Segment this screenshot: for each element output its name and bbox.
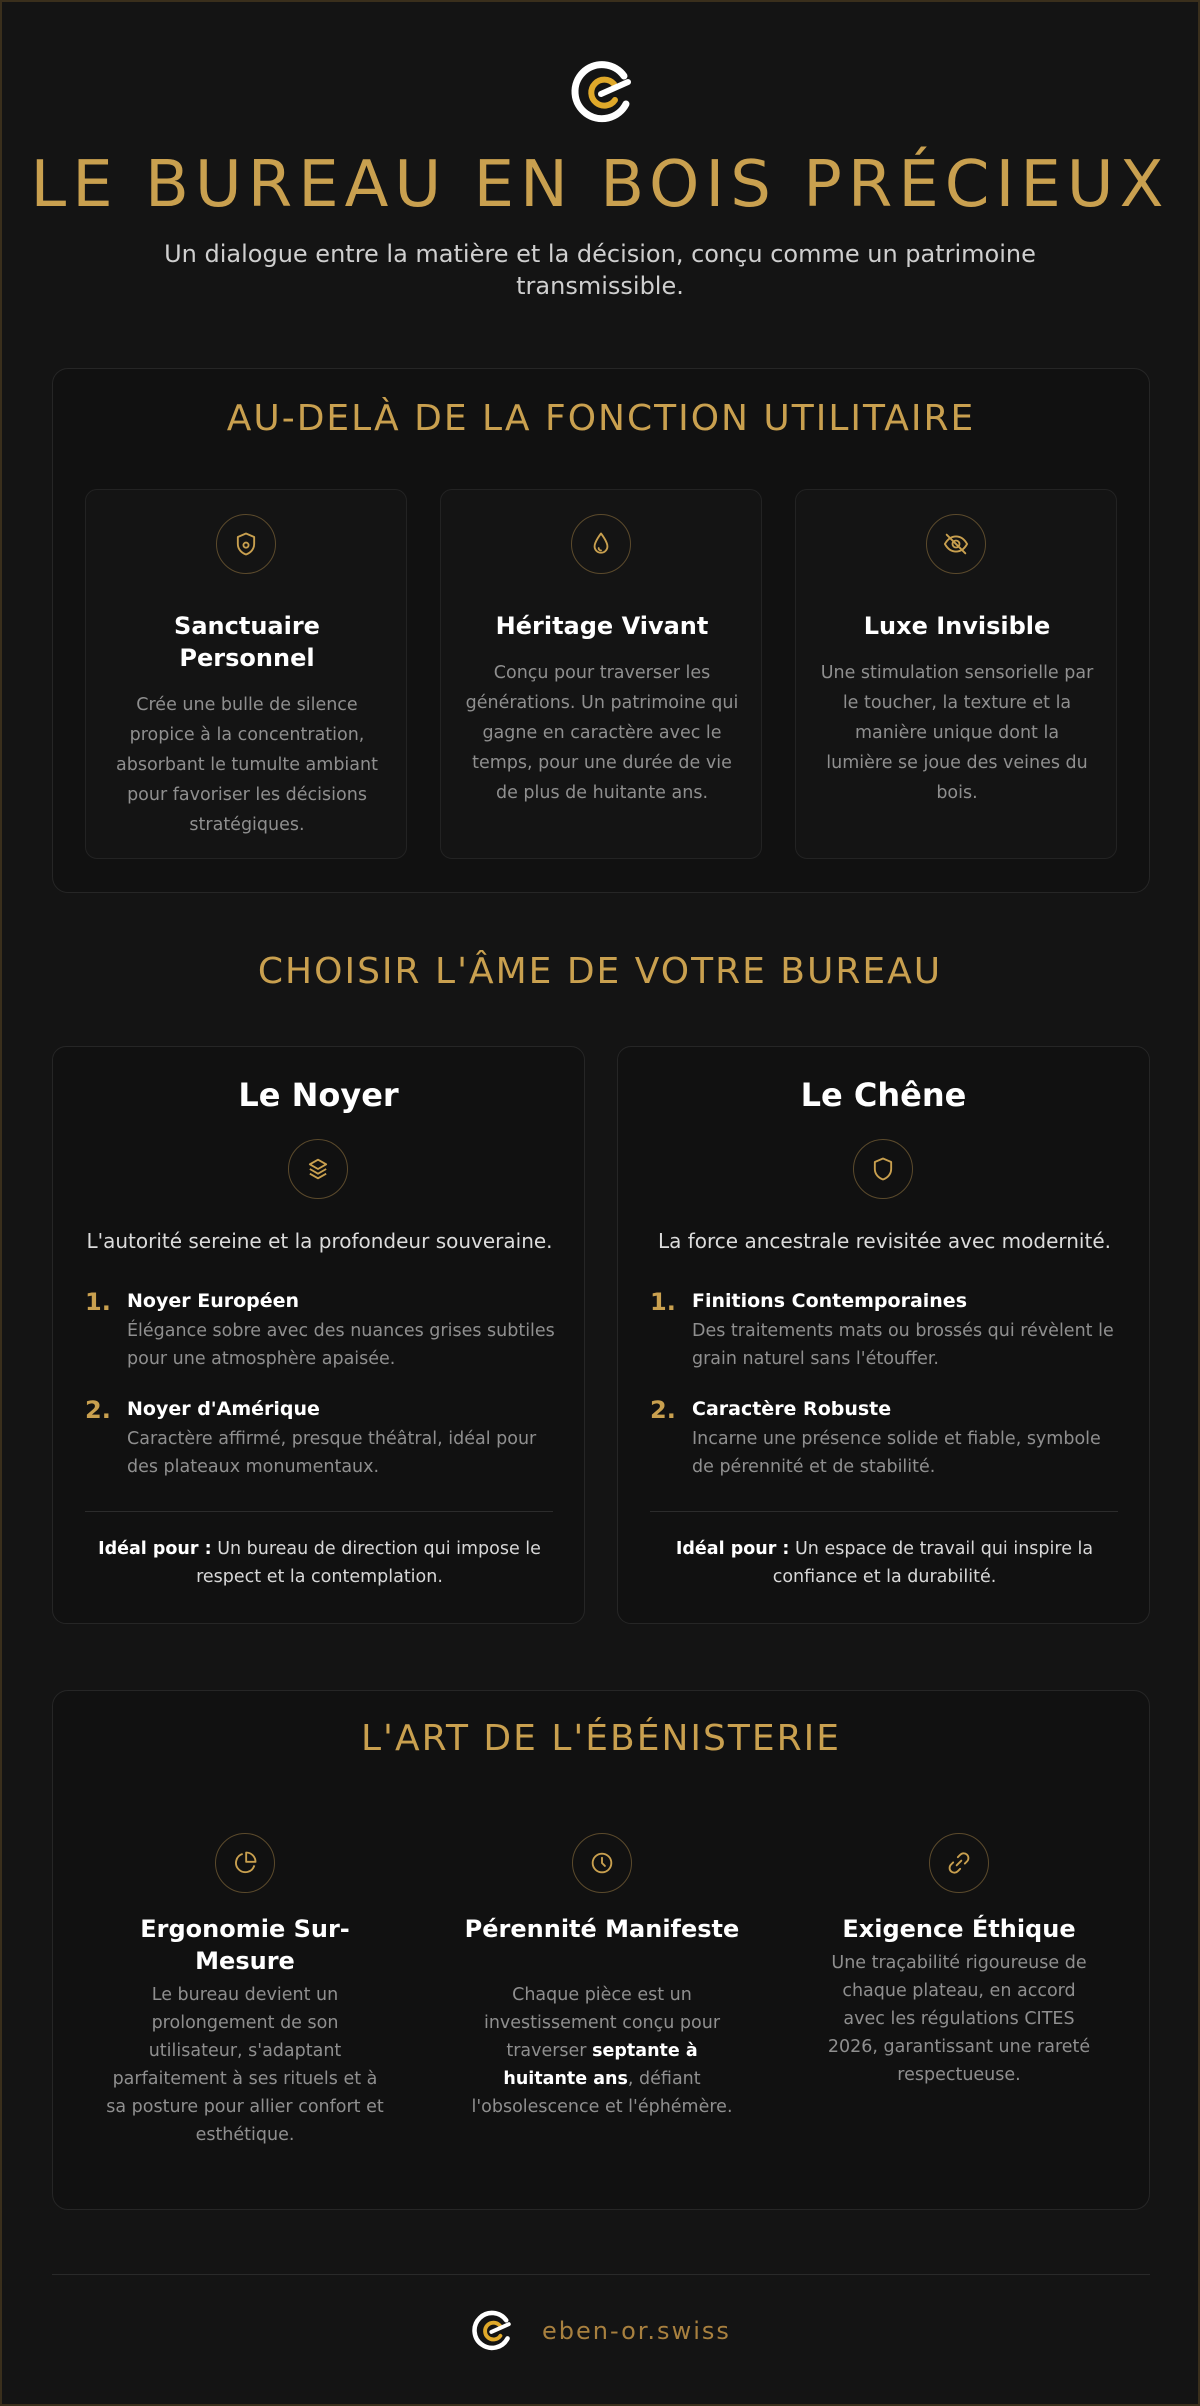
art-text-bold: septante à huitante ans: [503, 2041, 698, 2089]
eben-or-logo: [470, 2306, 514, 2354]
art-title: Pérennité Manifeste: [464, 1915, 740, 1943]
feature-card: [795, 489, 1117, 859]
feature-card: [85, 489, 407, 859]
pie-chart-icon: [215, 1833, 275, 1893]
eben-or-logo: [568, 54, 636, 128]
ideal-for: [83, 1535, 556, 1591]
art-text-before: Chaque pièce est un investissement conçu pour traverser: [483, 1985, 721, 2061]
page-title: LE BUREAU EN BOIS PRÉCIEUX: [30, 148, 1170, 222]
card-text: Une stimulation sensorielle par le toucher, la texture et la manière unique dont la lumière se joue des veines du bois.: [820, 663, 1094, 803]
shield-icon: [853, 1139, 913, 1199]
ideal-text: Un espace de travail qui inspire la confiance et la durabilité.: [772, 1539, 1094, 1587]
shield-icon: [216, 514, 276, 574]
art-panel: [52, 1690, 1150, 2210]
art-title: Exigence Éthique: [842, 1915, 1076, 1943]
list-text: Des traitements mats ou brossés qui révèlent le grain naturel sans l'étouffer.: [692, 1321, 1114, 1369]
divider: [650, 1511, 1118, 1512]
art-text: Le bureau devient un prolongement de son utilisateur, s'adaptant parfaitement à ses rituels et à sa posture pour allier confort et esthétique.: [106, 1985, 384, 2145]
footer-divider: [52, 2274, 1150, 2275]
ideal-label: Idéal pour :: [675, 1539, 790, 1559]
card-title: Sanctuaire Personnel: [174, 612, 320, 672]
list-title: Noyer Européen: [127, 1290, 300, 1312]
wood-card-chene: [617, 1046, 1150, 1624]
list-title: Finitions Contemporaines: [692, 1290, 967, 1312]
list-title: Noyer d'Amérique: [127, 1398, 320, 1420]
eye-off-icon: [926, 514, 986, 574]
section-title-ame: CHOISIR L'ÂME DE VOTRE BUREAU: [257, 951, 943, 992]
wood-title: Le Noyer: [238, 1076, 399, 1114]
list-title: Caractère Robuste: [692, 1398, 892, 1420]
list-text: Caractère affirmé, presque théâtral, idéal pour des plateaux monumentaux.: [127, 1429, 537, 1477]
feature-card: [440, 489, 762, 859]
wood-tagline: La force ancestrale revisitée avec modernité.: [657, 1229, 1111, 1253]
link-icon: [929, 1833, 989, 1893]
layers-icon: [288, 1139, 348, 1199]
art-title: Ergonomie Sur-Mesure: [140, 1915, 350, 1975]
section-title-fonction: AU-DELÀ DE LA FONCTION UTILITAIRE: [226, 398, 976, 439]
ideal-for: [648, 1535, 1121, 1591]
list-text: Élégance sobre avec des nuances grises subtiles pour une atmosphère apaisée.: [127, 1321, 555, 1369]
page-subtitle: Un dialogue entre la matière et la décision, conçu comme un patrimoine transmissible.: [164, 240, 1036, 300]
list-number: 1.: [85, 1288, 111, 1316]
fonction-panel: [52, 368, 1150, 893]
art-text: Une traçabilité rigoureuse de chaque plateau, en accord avec les régulations CITES 2026, garantissant une rareté respectueuse.: [827, 1953, 1091, 2085]
list-number: 1.: [650, 1288, 676, 1316]
section-title-art: L'ART DE L'ÉBÉNISTERIE: [361, 1718, 841, 1759]
card-text: Conçu pour traverser les générations. Un patrimoine qui gagne en caractère avec le temps, pour une durée de vie de plus de huitante ans.: [465, 663, 739, 803]
art-text: [462, 1981, 742, 2121]
card-title: Héritage Vivant: [495, 612, 709, 640]
art-text-after: , défiant l'obsolescence et l'éphémère.: [471, 2069, 733, 2117]
list-text: Incarne une présence solide et fiable, symbole de pérennité et de stabilité.: [692, 1429, 1101, 1477]
wood-tagline: L'autorité sereine et la profondeur souveraine.: [86, 1229, 553, 1253]
ideal-text: Un bureau de direction qui impose le respect et la contemplation.: [196, 1539, 541, 1587]
wood-title: Le Chêne: [800, 1076, 967, 1114]
ideal-label: Idéal pour :: [98, 1539, 212, 1559]
wood-card-noyer: [52, 1046, 585, 1624]
droplet-icon: [571, 514, 631, 574]
list-number: 2.: [650, 1396, 676, 1424]
list-number: 2.: [85, 1396, 111, 1424]
clock-icon: [572, 1833, 632, 1893]
divider: [85, 1511, 553, 1512]
card-title: Luxe Invisible: [863, 612, 1051, 640]
footer-website-link[interactable]: eben-or.swiss: [542, 2317, 731, 2345]
card-text: Crée une bulle de silence propice à la concentration, absorbant le tumulte ambiant pour favoriser les décisions stratégiques.: [116, 695, 378, 835]
